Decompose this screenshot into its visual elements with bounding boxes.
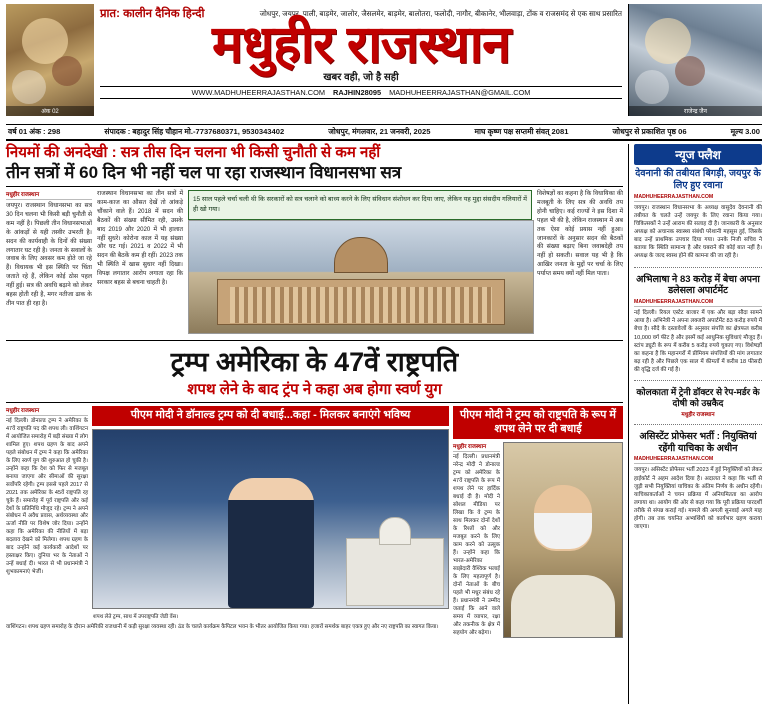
lead-kicker-bold: नियमों की अनदेखी :	[6, 144, 117, 161]
rail-item-3-headline: असिस्टेंट प्रोफेसर भर्ती : नियुक्तियां रहेंगी याचिका के अधीन	[639, 430, 757, 454]
trump-headline: ट्रम्प अमेरिका के 47वें राष्ट्रपति	[170, 346, 459, 377]
rail-item-3-text: जयपुर। असिस्टेंट प्रोफेसर भर्ती 2023 में हुई नियुक्तियों को लेकर हाईकोर्ट ने अहम आदेश दिया है। अदालत ने कहा कि भर्ती से जुड़ी सभी नियुक्तियां याचिका के अंतिम निर्णय के अधीन रहेंगी। याचिकाकर्ताओं ने चयन प्रक्रिया में अनियमितता का आरोप लगाया था। आयोग की ओर से कहा गया कि पूरी प्रक्रिया पारदर्शी तरीके से संपन्न कराई गई। मामले की अगली सुनवाई अगले माह होगी। तब तक चयनित अभ्यर्थियों को कार्यभार ग्रहण कराया जाएगा।	[634, 467, 762, 531]
issue-printed: जोधपुर से प्रकाशित पृष्ठ 06	[612, 127, 687, 136]
masthead-website[interactable]: WWW.MADHUHEERRAJASTHAN.COM	[191, 88, 325, 97]
rail-item-1[interactable]	[634, 168, 762, 261]
issue-volume: वर्ष 01 अंक : 298	[8, 127, 61, 136]
trump-oath-photo	[92, 429, 449, 609]
masthead-center	[94, 4, 628, 99]
masthead-tagline: खबर वही, जो है सही	[323, 72, 399, 83]
lead-kicker	[6, 144, 623, 162]
lead-col-2-text: राजस्थान विधानसभा का तीन सत्रों में काम-काज का औसत देखें तो आंकड़े चौंकाने वाले हैं। 2018 में सदन की बैठकों की संख्या सीमित रही, उसके बाद 2019 और 2020 में भी हालात नहीं सुधरे। कोरोना काल में यह संख्या और घट गई। 2021 व 2022 में भी सदन की बैठकें कम ही रहीं। 2023 तक भी स्थिति में खास सुधार नहीं दिखा। विपक्ष लगातार आरोप लगाता रहा कि सरकार बहस से बचना चाहती है।	[97, 190, 183, 286]
rail-item-2-text: नई दिल्ली। रियल एस्टेट बाजार में एक और बड़ा सौदा सामने आया है। अभिनेत्री ने अपना लक्जरी अपार्टमेंट 83 करोड़ रुपये में बेचा है। सौदे के दस्तावेजों के अनुसार संपत्ति का क्षेत्रफल करीब 10,000 वर्ग फीट है और इसमें कई आधुनिक सुविधाएं मौजूद हैं। स्टांप ड्यूटी के रूप में करीब 5 करोड़ रुपये चुकाए गए। विशेषज्ञों का कहना है कि महानगरों में प्रीमियम संपत्तियों की मांग लगातार बढ़ रही है और पिछले एक साल में कीमतों में करीब 18 फीसदी की वृद्धि दर्ज की गई है।	[634, 310, 762, 374]
rail-kolkata-headline: कोलकाता में ट्रेनी डॉक्टर से रेप-मर्डर के दोषी को उम्रकैद	[636, 387, 760, 409]
lead-body	[6, 190, 623, 333]
issue-price: मूल्य 3.00	[730, 127, 760, 136]
issue-place-date: जोधपुर, मंगलवार, 21 जनवरी, 2025	[328, 127, 431, 136]
rail-item-2-headline: अभिलाषा ने 83 करोड़ में बेचा अपना डलेसला अपार्टमेंट	[636, 273, 760, 297]
issue-info-strip	[6, 125, 762, 141]
masthead-title: मधुहीर राजस्थान	[212, 16, 510, 74]
lead-story	[6, 144, 623, 334]
modi-congrats-banner: पीएम मोदी ने ट्रम्प को राष्ट्रपति के रूप में शपथ लेने पर दी बधाई	[453, 406, 623, 440]
assembly-building-photo	[188, 220, 534, 334]
rail-item-3-byline: MADHUHEERRAJASTHAN.COM	[634, 456, 762, 464]
trump-photo-caption: शपथ लेते ट्रम्प, साथ में उपराष्ट्रपति जेडी वेंस।	[93, 613, 179, 620]
trump-byline: मधुहीर राजस्थान	[6, 406, 88, 416]
masthead-left-photo	[6, 4, 94, 116]
trump-subheadline: शपथ लेने के बाद ट्रंप ने कहा अब होगा स्वर्ण युग	[187, 380, 442, 398]
news-flash-title: न्यूज फ्लैश	[634, 144, 762, 165]
masthead-right-photo	[628, 4, 762, 116]
rail-item-1-byline: MADHUHEERRAJASTHAN.COM	[634, 194, 762, 202]
rail-item-3[interactable]	[634, 431, 762, 532]
rail-item-2-byline: MADHUHEERRAJASTHAN.COM	[634, 299, 762, 307]
lead-col-1-text: जयपुर। राजस्थान विधानसभा का सत्र 30 दिन चलना भी किसी बड़ी चुनौती से कम नहीं है। पिछली तीन विधानसभाओं के आंकड़ों से यही तस्वीर उभरती है। सदन की कार्यवाही के दिनों की संख्या लगातार घट रही है। जनता के सवालों के जवाब के लिए अवसर कम होते जा रहे हैं। विधायक भी इस स्थिति पर चिंता जताते रहे हैं, लेकिन कोई ठोस पहल नहीं हुई। सत्र की अवधि बढ़ाने को लेकर बहस होती रही है, मगर नतीजा ढाक के तीन पात ही रहा है।	[6, 202, 92, 307]
lead-kicker-rest: सत्र तीस दिन चलना भी किसी चुनौती से कम नहीं	[120, 144, 381, 161]
masthead-rajhin: RAJHIN28095	[333, 88, 382, 97]
modi-text: नई दिल्ली। प्रधानमंत्री नरेन्द्र मोदी ने डोनाल्ड ट्रम्प को अमेरिका के 47वें राष्ट्रपति के रूप में शपथ लेने पर हार्दिक बधाई दी है। मोदी ने सोशल मीडिया पर लिखा कि वे ट्रम्प के साथ मिलकर दोनों देशों के रिश्तों को और मजबूत करने के लिए काम करने को उत्सुक हैं। उन्होंने कहा कि भारत-अमेरिका साझेदारी वैश्विक भलाई के लिए महत्वपूर्ण है। दोनों नेताओं के बीच पहले भी मधुर संबंध रहे हैं। प्रधानमंत्री ने उम्मीद जताई कि आने वाले समय में व्यापार, रक्षा और तकनीक के क्षेत्र में सहयोग और बढ़ेगा।	[453, 454, 500, 636]
lead-pullquote: 15 साल पहले चर्चा चली थी कि सरकारों को सत्र चलाने को बाध्य करने के लिए संविधान संशोधन कर दिया जाए, लेकिन यह मुद्दा संसदीय गलियारों में ही खो गया।	[188, 190, 532, 219]
news-flash-rail	[628, 144, 762, 704]
lead-col-3-text: विशेषज्ञों का कहना है कि विधायिका की मजबूती के लिए सत्र की अवधि तय होनी चाहिए। कई राज्यों ने इस दिशा में पहल भी की है, लेकिन राजस्थान में अब तक ऐसा कोई प्रयास नहीं हुआ। जानकारों के अनुसार सदन की बैठकों की संख्या बढ़ाए बिना जवाबदेही तय नहीं हो सकती। सवाल यह भी है कि आखिर जनता के मुद्दों पर चर्चा के लिए पर्याप्त समय क्यों नहीं मिल पाता।	[537, 190, 623, 277]
modi-block	[453, 406, 623, 636]
masthead-cities: जोधपुर, जयपुर, पाली, बाड़मेर, जालोर, जैसलमेर, बाड़मेर, बालोतरा, फलोदी, नागौर, बीकानेर, भीलवाड़ा, टोंक व राजसमंद से एक साथ प्रसारित	[259, 9, 622, 18]
rail-kolkata-byline: मधुहीर राजस्थान	[681, 411, 715, 418]
lead-col-3	[537, 190, 623, 333]
masthead	[6, 4, 762, 125]
rail-item-kolkata[interactable]	[634, 387, 762, 418]
main-column	[6, 144, 623, 704]
trump-bottom-text: वाशिंगटन। शपथ ग्रहण समारोह के दौरान अमेरिकी राजधानी में कड़ी सुरक्षा व्यवस्था रही। ठंड के चलते कार्यक्रम कैपिटल भवन के भीतर आयोजित किया गया। हजारों समर्थक बाहर एकत्र हुए और नए राष्ट्रपति का स्वागत किया।	[6, 623, 439, 630]
modi-photo	[503, 442, 623, 637]
lead-quote-and-photo	[188, 190, 532, 333]
trump-story	[6, 346, 623, 636]
rail-item-1-headline: देवनानी की तबीयत बिगड़ी, जयपुर के लिए हुए रवाना	[635, 168, 761, 191]
lead-byline: मधुहीर राजस्थान	[6, 190, 92, 200]
masthead-left-caption: अंक 02	[6, 106, 94, 116]
rail-item-2[interactable]	[634, 274, 762, 375]
page-body	[6, 144, 762, 704]
modi-byline: मधुहीर राजस्थान	[453, 442, 500, 452]
modi-greeting-banner: पीएम मोदी ने डॉनाल्ड ट्रम्प को दी बधाई...कहा - मिलकर बनाएंगे भविष्य	[92, 406, 449, 426]
masthead-pratah: प्रात: कालीन दैनिक हिन्दी	[100, 8, 205, 20]
lead-col-2	[97, 190, 183, 333]
lead-headline: तीन सत्रों में 60 दिन भी नहीं चल पा रहा राजस्थान विधानसभा सत्र	[6, 163, 402, 182]
trump-left-text: नई दिल्ली। डोनाल्ड ट्रम्प ने अमेरिका के 47वें राष्ट्रपति पद की शपथ ली। वाशिंगटन में आयोजित समारोह में बड़ी संख्या में लोग शामिल हुए। शपथ ग्रहण के बाद अपने पहले संबोधन में ट्रम्प ने कहा कि अमेरिका के लिए स्वर्ण युग की शुरुआत हो चुकी है। उन्होंने कहा कि देश को फिर से मजबूत बनाया जाएगा और सीमाओं की सुरक्षा सर्वोपरि रहेगी। ट्रम्प इससे पहले 2017 से 2021 तक अमेरिका के 45वें राष्ट्रपति रह चुके हैं। समारोह में पूर्व राष्ट्रपति और कई देशों के प्रतिनिधि मौजूद रहे। ट्रम्प ने अपने संबोधन में अवैध प्रवास, अर्थव्यवस्था और ऊर्जा नीति पर विशेष जोर दिया। उन्होंने कहा कि अमेरिका की नीतियों में बड़ा बदलाव देखने को मिलेगा। शपथ ग्रहण के बाद उन्होंने कई कार्यकारी आदेशों पर हस्ताक्षर किए। दुनिया भर के नेताओं ने उन्हें बधाई दी। भारत से भी प्रधानमंत्री ने शुभकामनाएं भेजीं।	[6, 417, 88, 576]
lead-col-1	[6, 190, 92, 333]
rail-item-1-text: जयपुर। राजस्थान विधानसभा के अध्यक्ष वासुदेव देवनानी की तबीयत के चलते उन्हें जयपुर के लिए रवाना किया गया। चिकित्सकों ने उन्हें आराम की सलाह दी है। जानकारी के अनुसार अध्यक्ष को अचानक स्वास्थ्य संबंधी परेशानी महसूस हुई, जिसके बाद उन्हें प्राथमिक उपचार दिया गया। उनके निजी सचिव ने बताया कि स्थिति सामान्य है और घबराने की कोई बात नहीं है। अध्यक्ष के जल्द स्वस्थ होने की कामना की जा रही है।	[634, 204, 762, 260]
masthead-email[interactable]: MADHUHEERRAJASTHAN@GMAIL.COM	[389, 88, 531, 97]
issue-editor: संपादक : बहादुर सिंह चौहान मो.-7737680371, 9530343402	[104, 127, 285, 136]
issue-samvat: माघ कृष्ण पक्ष सप्तमी संवत् 2081	[474, 127, 569, 136]
trump-center-block	[92, 406, 449, 621]
trump-text-column	[6, 406, 88, 621]
masthead-right-caption: राजेन्द्र जैन	[629, 106, 762, 116]
